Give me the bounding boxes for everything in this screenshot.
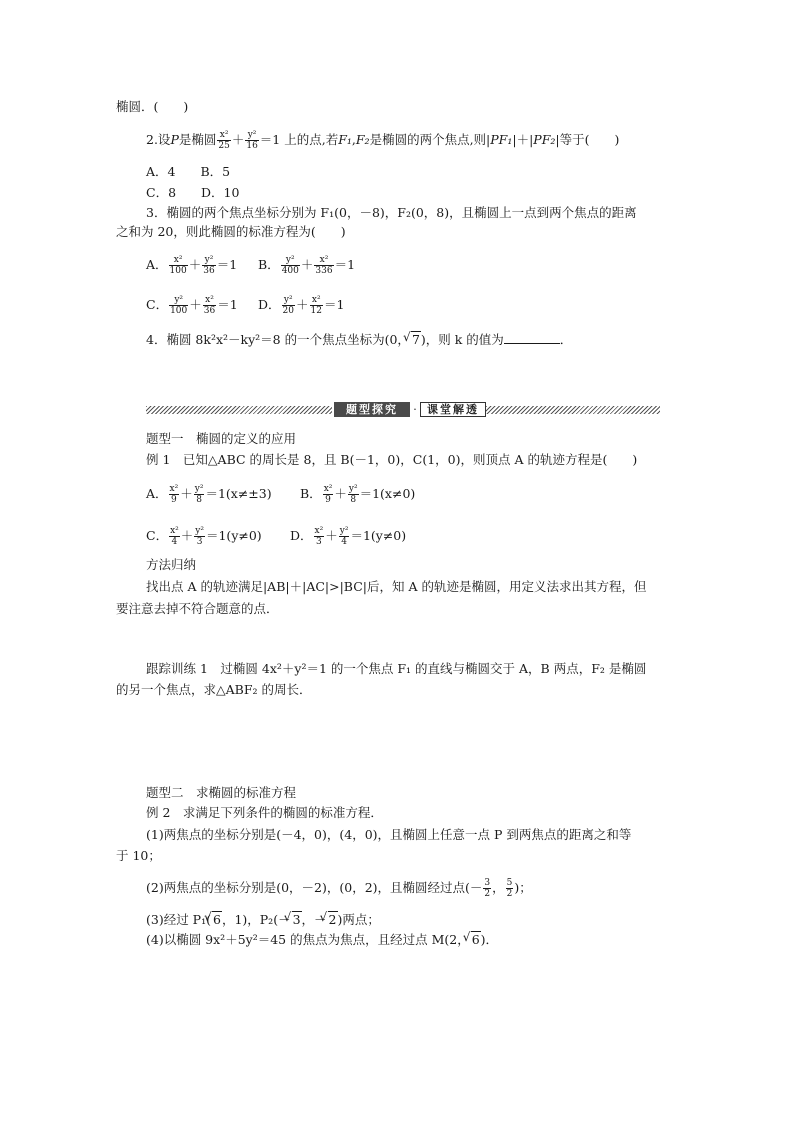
hatch-divider-left xyxy=(146,406,332,414)
option-d: D． $\frac{\text{y²}}{20}$ ＋ $\frac{\text{x²}}{12}$ ＝1 xyxy=(258,295,345,316)
options-cd: C．8 D．10 xyxy=(146,185,240,200)
section-title-2: 题型二 求椭圆的标准方程 xyxy=(146,785,297,800)
method-line2: 要注意去掉不符合题意的点． xyxy=(116,601,279,616)
tracking-line1: 跟踪训练 1 过椭圆 4x²＋y²＝1 的一个焦点 F₁ 的直线与椭圆交于 A，B 两点，F₂ 是椭圆 xyxy=(146,661,647,676)
sqrt-symbol: √ 7 xyxy=(411,331,421,348)
section-title-1: 题型一 椭圆的定义的应用 xyxy=(146,431,297,446)
method-line1: 找出点 A 的轨迹满足|AB|＋|AC|>|BC|后，知 A 的轨迹是椭圆，用定义法求出其方程，但 xyxy=(146,579,647,594)
options-ab: A．4 B．5 xyxy=(146,164,231,179)
option-a: A． $\frac{\text{x²}}{100}$ ＋ $\frac{\text{y²}}{36}$ ＝1 xyxy=(146,255,238,276)
ex1-option-b: B． $\frac{\text{x²}}{9}$ ＋ $\frac{\text{y²}}{8}$ ＝1(x≠0) xyxy=(300,484,416,505)
example-2: 例 2 求满足下列条件的椭圆的标准方程． xyxy=(146,805,383,820)
fraction: $\frac{\text{x²}}{25}$ xyxy=(218,130,230,151)
question-3-line2: 之和为 20，则此椭圆的标准方程为( ) xyxy=(116,224,346,239)
hatch-divider-right xyxy=(486,406,660,414)
condition-1-line1: (1)两焦点的坐标分别是(－4，0)，(4，0)，且椭圆上任意一点 P 到两焦点的距离之和等 xyxy=(146,827,632,842)
option-c: C． $\frac{\text{y²}}{100}$ ＋ $\frac{\text{x²}}{36}$ ＝1 xyxy=(146,295,238,316)
method-title: 方法归纳 xyxy=(146,557,197,572)
condition-3: (3)经过 P₁(√ 6，1)，P₂(－√ 3，－√ 2)两点； xyxy=(146,911,380,928)
banner-label-2: 课堂解透 xyxy=(420,402,486,417)
ex1-option-c: C． $\frac{\text{x²}}{4}$ ＋ $\frac{\text{y²}}{3}$ ＝1(y≠0) xyxy=(146,526,262,547)
ex1-option-a: A． $\frac{\text{x²}}{9}$ ＋ $\frac{\text{y²}}{8}$ ＝1(x≠±3) xyxy=(146,484,272,505)
banner-label-1: 题型探究 xyxy=(334,402,410,417)
answer-blank xyxy=(504,331,560,344)
example-1: 例 1 已知△ABC 的周长是 8，且 B(－1，0)，C(1，0)，则顶点 A 的轨迹方程是( ) xyxy=(146,452,638,467)
condition-1-line2: 于 10； xyxy=(116,848,161,863)
ex1-option-d: D． $\frac{\text{x²}}{3}$ ＋ $\frac{\text{y²}}{4}$ ＝1(y≠0) xyxy=(290,526,407,547)
condition-4: (4)以椭圆 9x²＋5y²＝45 的焦点为焦点，且经过点 M(2，√ 6)． xyxy=(146,931,498,948)
tracking-line2: 的另一个焦点，求△ABF₂ 的周长． xyxy=(116,682,312,697)
section-banner xyxy=(146,402,660,418)
question-3-line1: 3．椭圆的两个焦点坐标分别为 F₁(0，－8)，F₂(0，8)，且椭圆上一点到两个焦点的距离 xyxy=(146,205,637,220)
option-b: B． $\frac{\text{y²}}{400}$ ＋ $\frac{\text{x²}}{336}$ ＝1 xyxy=(258,255,356,276)
banner-dot: · xyxy=(413,403,417,416)
question-4: 4．椭圆 8k²x²－ky²＝8 的一个焦点坐标为(0，√ 7)，则 k 的值为 ． xyxy=(146,331,572,348)
question-2: 2.设P是椭圆 $\frac{\text{x²}}{25}$ ＋ $\frac{\text{y²}}{16}$ ＝1 上的点,若F₁,F₂是椭圆的两个焦点,则|PF₁|＋|PF₂|等于( ) xyxy=(146,130,620,151)
text-line: 椭圆．( ) xyxy=(116,99,189,114)
fraction: $\frac{\text{y²}}{16}$ xyxy=(246,130,258,151)
condition-2: (2)两焦点的坐标分别是(0，－2)，(0，2)，且椭圆经过点(－ $\frac{3}{2}$ ， $\frac{5}{2}$ )； xyxy=(146,878,532,899)
